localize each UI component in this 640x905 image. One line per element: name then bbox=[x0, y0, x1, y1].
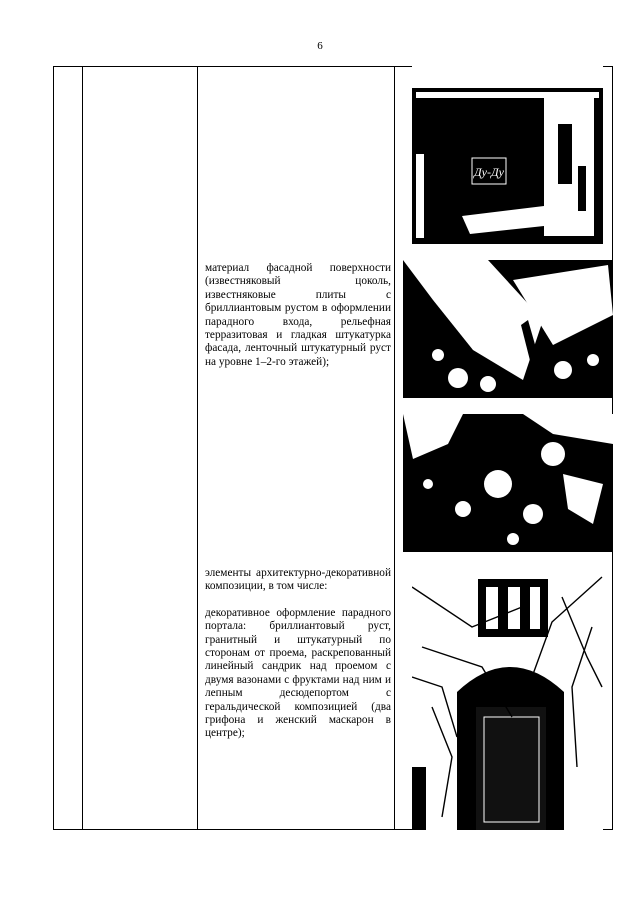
photo-facade-material-1 bbox=[403, 260, 613, 398]
column-divider-3 bbox=[394, 67, 395, 829]
door-number-text: Ду-Ду bbox=[474, 165, 504, 179]
column-divider-2 bbox=[197, 67, 198, 829]
text-decorative-elements bbox=[205, 567, 391, 741]
portal-decor-paragraph: декоративное оформление парадного портала: бриллиантовый руст, гранитный и штукатурный по сторонам от проема, раскрепованный линейный сандрик над проемом с двумя вазонами с фруктами над ним и лепным десюдепортом с геральдической композицией (два грифона и женский маскарон в центре); bbox=[205, 606, 391, 740]
text-facade-material bbox=[205, 262, 391, 369]
facade-material-paragraph: материал фасадной поверхности (известняковый цоколь, известняковые плиты с бриллиантовым рустом в оформлении парадного входа, рельефная терразитовая и гладкая штукатурка фасада, ленточный штукатурный руст на уровне 1–2-го этажей); bbox=[205, 262, 391, 368]
photo-entrance-number bbox=[412, 66, 603, 244]
photo-facade-material-2 bbox=[403, 414, 613, 552]
page-number: 6 bbox=[317, 40, 323, 52]
photo-parade-portal bbox=[412, 567, 603, 830]
elements-intro-paragraph: элементы архитектурно-декоративной композиции, в том числе: bbox=[205, 567, 391, 593]
column-divider-1 bbox=[82, 67, 83, 829]
